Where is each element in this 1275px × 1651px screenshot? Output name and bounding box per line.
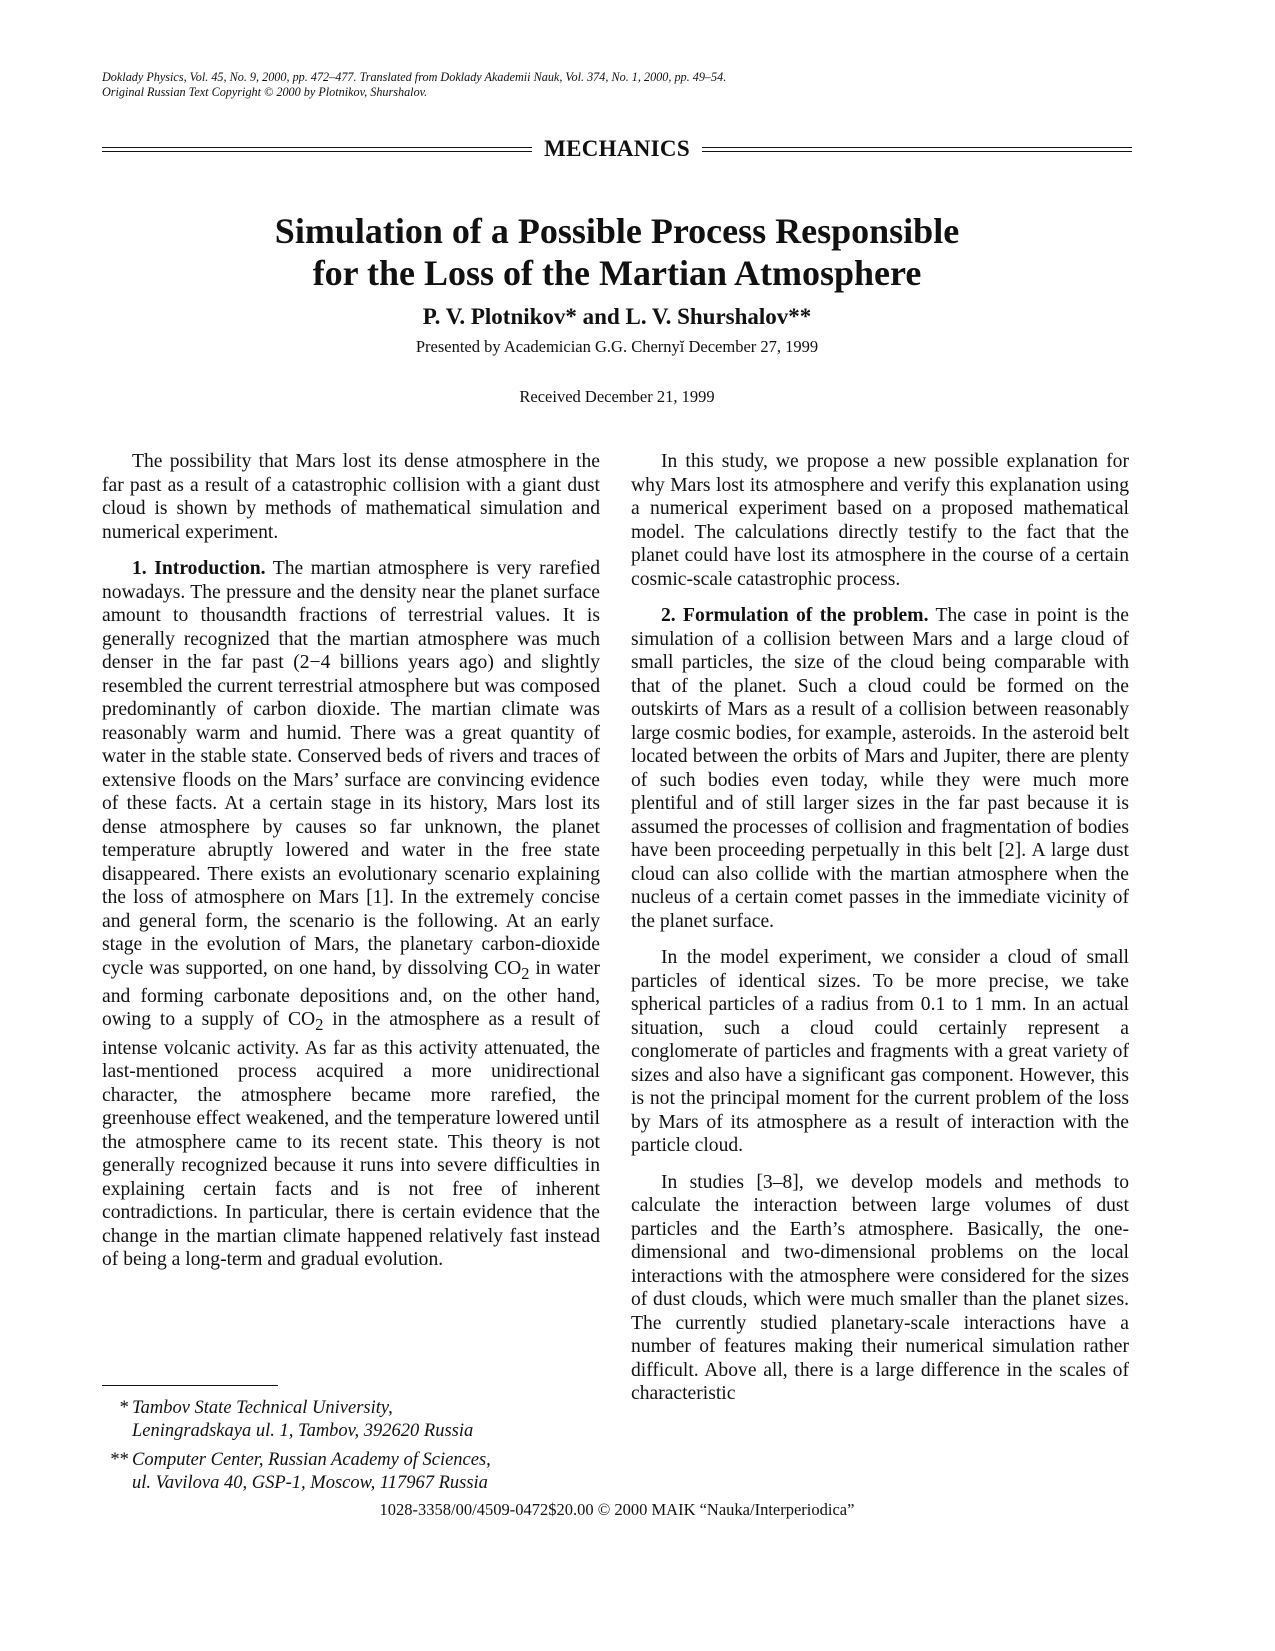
title-line-1: Simulation of a Possible Process Responsible bbox=[274, 211, 960, 251]
footnotes bbox=[102, 1397, 600, 1501]
studies-paragraph: In studies [3–8], we develop models and methods to calculate the interaction between large volumes of dust particles and the Earth’s atmosphere. Basically, the one-dimensional and two-dimensional problems on the local interactions with the atmosphere were considered for the sizes of dust clouds, which were much smaller than the planet sizes. The currently studied planetary-scale interactions have a number of features making their numerical simulation rather difficult. Above all, there is a large difference in the scales of characteristic bbox=[631, 1171, 1129, 1404]
journal-line-2: Original Russian Text Copyright © 2000 by Plotnikov, Shurshalov. bbox=[102, 85, 428, 99]
footnote-text bbox=[132, 1397, 473, 1443]
introduction-text-2: in water and forming carbonate depositions and, on the other hand, owing to a supply of CO bbox=[102, 957, 600, 1031]
formulation-heading: 2. Formulation of the problem. bbox=[661, 605, 929, 626]
footnote-text bbox=[132, 1449, 491, 1495]
footnote-2 bbox=[102, 1449, 600, 1495]
introduction-text-1: The martian atmosphere is very rarefied nowadays. The pressure and the density near the planet surface amount to thousandth fractions of terrestrial values. It is generally recognized that the martian atmosphere was much denser in the far past (2−4 billions years ago) and slightly resembled the current terrestrial atmosphere but was composed predominantly of carbon dioxide. The martian climate was reasonably warm and humid. There was a great quantity of water in the stable state. Conserved beds of rivers and traces of extensive floods on the Mars’ surface are convincing evidence of these facts. At a certain stage in its history, Mars lost its dense atmosphere by causes so far unknown, the planet temperature abruptly lowered and water in the free state disappeared. There exists an evolutionary scenario explaining the loss of atmosphere on Mars [1]. In the extremely concise and general form, the scenario is the following. At an early stage in the evolution of Mars, the planetary carbon-dioxide cycle was supported, on one hand, by dissolving CO bbox=[102, 558, 600, 979]
footnote-line: Tambov State Technical University, bbox=[132, 1398, 393, 1418]
formulation-paragraph bbox=[631, 604, 1129, 933]
title-line-2: for the Loss of the Martian Atmosphere bbox=[312, 253, 922, 293]
paper-title bbox=[102, 210, 1132, 294]
left-column bbox=[102, 450, 600, 1285]
journal-line-1: Doklady Physics, Vol. 45, No. 9, 2000, pp. 472–477. Translated from Doklady Akademii Nauk, Vol. 374, No. 1, 2000, pp. 49–54. bbox=[102, 70, 727, 84]
footnote-rule bbox=[102, 1385, 278, 1386]
section-label: MECHANICS bbox=[544, 136, 690, 161]
introduction-text-3: in the atmosphere as a result of intense volcanic activity. As far as this activity attenuated, the last-mentioned process acquired a more unidirectional character, the atmosphere became more rarefied, the greenhouse effect weakened, and the temperature lowered until the atmosphere came to its recent state. This theory is not generally recognized because it runs into severe difficulties in explaining certain facts and is not free of inherent contradictions. In particular, there is certain evidence that the change in the martian climate happened relatively fast instead of being a long-term and gradual evolution. bbox=[102, 1009, 601, 1271]
footnote-mark: ** bbox=[109, 1450, 128, 1470]
abstract: The possibility that Mars lost its dense atmosphere in the far past as a result of a catastrophic collision with a giant dust cloud is shown by methods of mathematical simulation and numerical experiment. bbox=[102, 451, 600, 543]
section-rule-right bbox=[702, 147, 1132, 152]
study-paragraph: In this study, we propose a new possible explanation for why Mars lost its atmosphere and verify this explanation using a numerical experiment based on a proposed mathematical model. The calculations directly testify to the fact that the planet could have lost its atmosphere in the course of a certain cosmic-scale catastrophic process. bbox=[631, 451, 1129, 590]
presented-by: Presented by Academician G.G. Chernyĭ December 27, 1999 bbox=[415, 337, 819, 356]
footnote-mark: * bbox=[118, 1398, 128, 1418]
introduction-paragraph bbox=[102, 557, 600, 1272]
co2-subscript-2: 2 bbox=[315, 1015, 324, 1035]
model-paragraph: In the model experiment, we consider a cloud of small particles of identical sizes. To be more precise, we take spherical particles of a radius from 0.1 to 1 mm. In an actual situation, such a cloud could certainly represent a conglomerate of particles and fragments with a great variety of sizes and also have a significant gas component. However, this is not the principal moment for the current problem of the loss by Mars of its atmosphere as a result of interaction with the particle cloud. bbox=[631, 947, 1129, 1156]
right-column bbox=[631, 450, 1129, 1419]
authors: P. V. Plotnikov* and L. V. Shurshalov** bbox=[422, 304, 812, 329]
received-date: Received December 21, 1999 bbox=[519, 387, 715, 406]
footnote-1 bbox=[102, 1397, 600, 1443]
footnote-line: Leningradskaya ul. 1, Tambov, 392620 Russia bbox=[132, 1421, 474, 1441]
section-header bbox=[102, 134, 1132, 164]
page-footer: 1028-3358/00/4509-0472$20.00 © 2000 MAIK “Nauka/Interperiodica” bbox=[379, 1500, 855, 1519]
section-rule-left bbox=[102, 147, 532, 152]
formulation-text: The case in point is the simulation of a collision between Mars and a large cloud of small particles, the size of the cloud being comparable with that of the planet. Such a cloud could be formed on the outskirts of Mars as a result of a collision between reasonably large cosmic bodies, for example, asteroids. In the asteroid belt located between the orbits of Mars and Jupiter, there are plenty of such bodies even today, while they were much more plentiful and of still larger sizes in the far past because it is assumed the processes of collision and fragmentation of bodies have been proceeding perpetually in this belt [2]. A large dust cloud can also collide with the martian atmosphere when the nucleus of a certain comet passes in the immediate vicinity of the planet surface. bbox=[631, 605, 1129, 932]
footnote-line: Computer Center, Russian Academy of Sciences, bbox=[132, 1450, 491, 1470]
journal-citation bbox=[102, 70, 1132, 100]
introduction-heading: 1. Introduction. bbox=[132, 558, 266, 579]
footnote-line: ul. Vavilova 40, GSP-1, Moscow, 117967 Russia bbox=[132, 1473, 488, 1493]
co2-subscript-1: 2 bbox=[521, 963, 530, 983]
